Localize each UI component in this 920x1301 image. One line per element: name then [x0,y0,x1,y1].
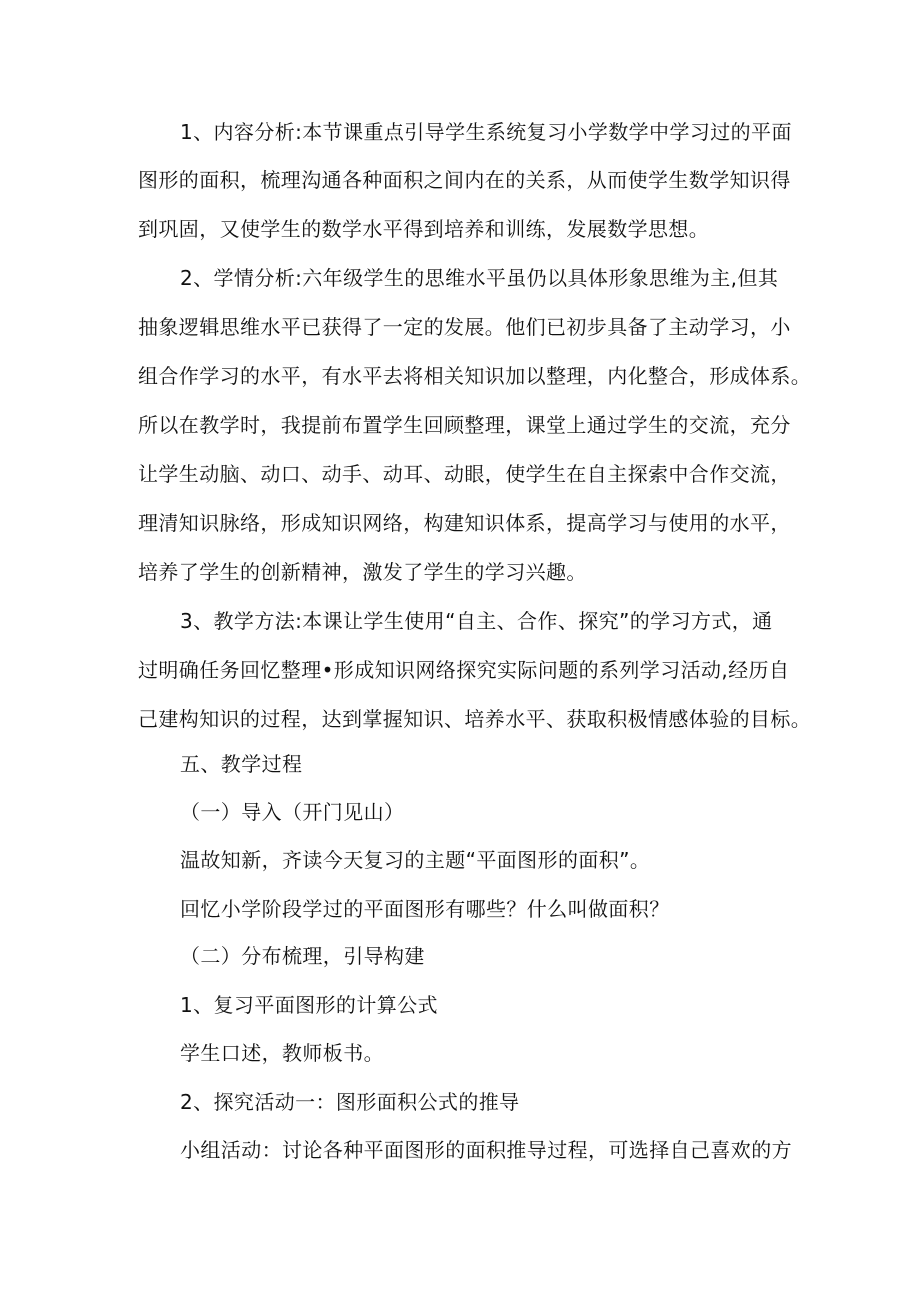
subsection-heading-2: （二）分布梳理，引导构建 [180,944,425,968]
subsection-heading-1: （一）导入（开门见山） [180,800,405,824]
paragraph-2-line-5: 让学生动脑、动口、动手、动耳、动眼，使学生在自主探索中合作交流， [138,462,791,486]
paragraph-2-line-1: 2、学情分析:六年级学生的思维水平虽仍以具体形象思维为主,但其 [180,266,779,290]
paragraph-2-line-7: 培养了学生的创新精神，激发了学生的学习兴趣。 [138,560,587,584]
paragraph-1-line-2: 图形的面积，梳理沟通各种面积之间内在的关系，从而使学生数学知识得 [138,168,791,192]
step-2-text: 小组活动：讨论各种平面图形的面积推导过程，可选择自己喜欢的方 [180,1138,792,1162]
paragraph-2-line-6: 理清知识脉络，形成知识网络，构建知识体系，提高学习与使用的水平， [138,511,791,535]
paragraph-1-line-1: 1、内容分析:本节课重点引导学生系统复习小学数学中学习过的平面 [180,120,792,144]
paragraph-2-line-4: 所以在教学时，我提前布置学生回顾整理，课堂上通过学生的交流，充分 [138,413,791,437]
intro-line-2: 回忆小学阶段学过的平面图形有哪些？什么叫做面积？ [180,897,670,921]
paragraph-3-line-3: 己建构知识的过程，达到掌握知识、培养水平、获取积极情感体验的目标。 [138,707,812,731]
step-1-text: 学生口述，教师板书。 [180,1041,384,1065]
step-1-heading: 1、复习平面图形的计算公式 [180,993,438,1017]
paragraph-1-line-3: 到巩固，又使学生的数学水平得到培养和训练，发展数学思想。 [138,217,710,241]
paragraph-2-line-2: 抽象逻辑思维水平已获得了一定的发展。他们已初步具备了主动学习，小 [138,315,791,339]
intro-line-1: 温故知新，齐读今天复习的主题“平面图形的面积”。 [180,848,651,872]
paragraph-3-line-1: 3、教学方法:本课让学生使用“自主、合作、探究”的学习方式，通 [180,609,773,633]
paragraph-2-line-3: 组合作学习的水平，有水平去将相关知识加以整理，内化整合，形成体系。 [138,364,812,388]
paragraph-3-line-2: 过明确任务回忆整理•形成知识网络探究实际问题的系列学习活动,经历自 [138,658,790,682]
step-2-heading: 2、探究活动一：图形面积公式的推导 [180,1090,520,1114]
section-heading: 五、教学过程 [180,752,303,776]
